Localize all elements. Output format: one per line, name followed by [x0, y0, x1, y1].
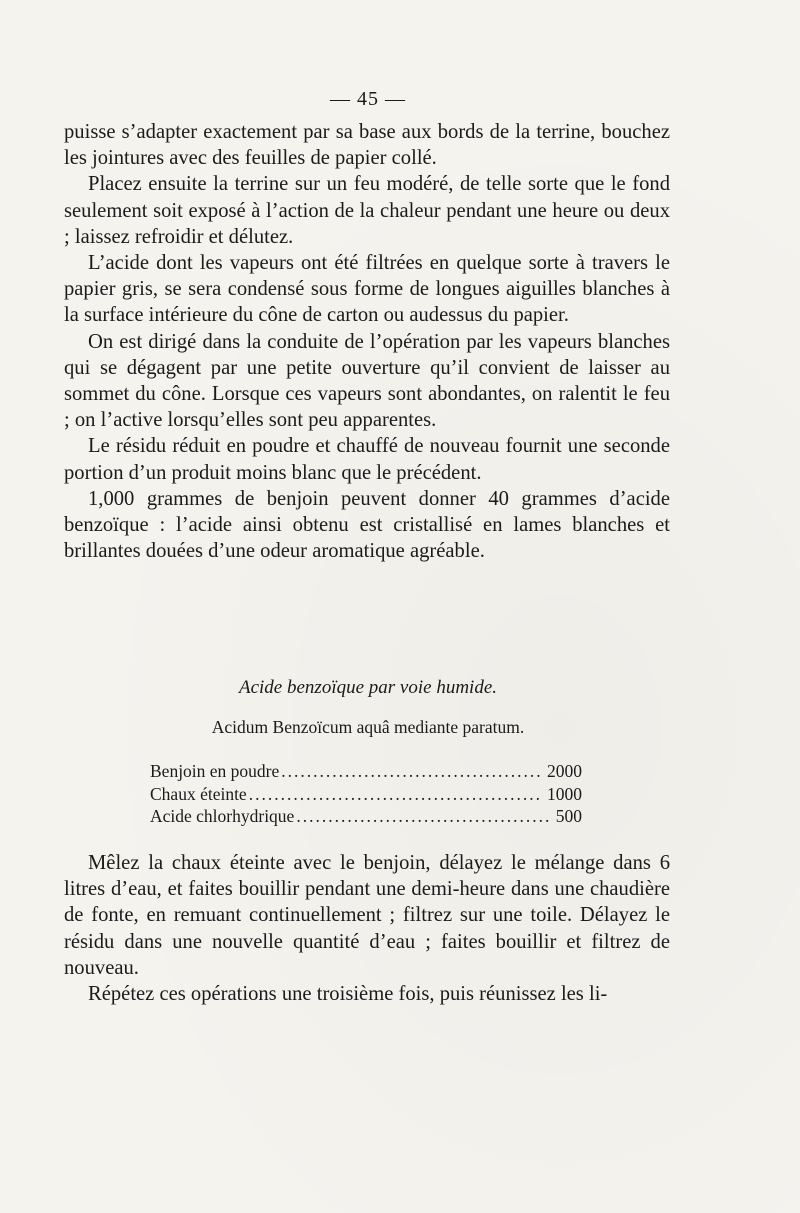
paragraph-1: puisse s’adapter exactement par sa base aux bords de la terrine, bouchez les jointures avec des feuilles de papier collé.: [64, 121, 670, 170]
paragraph-6: 1,000 grammes de benjoin peuvent donner 40 grammes d’acide benzoïque : l’acide ainsi obtenu est cristallisé en lames blanches et brillantes douées d’une odeur aromatique agréable.: [64, 487, 670, 563]
paragraph-3: L’acide dont les vapeurs ont été filtrées en quelque sorte à travers le papier gris, se sera condensé sous forme de longues aiguilles blanches à la surface intérieure du cône de carton ou audessus du papier.: [64, 252, 670, 327]
paragraph-7: Mêlez la chaux éteinte avec le benjoin, délayez le mélange dans 6 litres d’eau, et faites bouillir pendant une demi-heure dans une chaudière de fonte, en remuant continuellement ; filtrez sur une toile. Délayez le résidu dans une nouvelle quantité d’eau ; faites bouillir et filtrez de nouveau.: [64, 852, 670, 979]
latin-subtitle: Acidum Benzoïcum aquâ mediante paratum.: [211, 717, 525, 737]
dot-leader: [296, 805, 551, 828]
body-text-top: [64, 119, 670, 564]
recipe-row: [150, 805, 582, 828]
dot-leader: [281, 760, 543, 783]
section-title: Acide benzoïque par voie humide.: [238, 677, 497, 698]
ingredient-quantity: 1000: [547, 783, 582, 804]
ingredient-name: Benjoin en poudre: [150, 761, 280, 781]
recipe-row: [150, 783, 582, 806]
ingredient-name: Acide chlorhydrique: [150, 806, 295, 826]
body-text-bottom: [64, 850, 670, 1007]
ingredient-name: Chaux éteinte: [150, 783, 247, 804]
dot-leader: [249, 783, 543, 806]
recipe-list: [150, 760, 582, 828]
paragraph-5: Le résidu réduit en poudre et chauffé de nouveau fournit une seconde portion d’un produit moins blanc que le précédent.: [64, 435, 670, 484]
paragraph-4: On est dirigé dans la conduite de l’opération par les vapeurs blanches qui se dégagent par une petite ouverture qu’il convient de laisser au sommet du cône. Lorsque ces vapeurs sont abondantes, on ralentit le feu ; on l’active lorsqu’elles sont peu apparentes.: [64, 330, 670, 432]
ingredient-quantity: 500: [555, 806, 582, 826]
page-number: — 45 —: [330, 88, 406, 110]
paragraph-2: Placez ensuite la terrine sur un feu modéré, de telle sorte que le fond seulement soit exposé à l’action de la chaleur pendant une heure ou deux ; laissez refroidir et délutez.: [64, 173, 670, 248]
recipe-row: [150, 760, 582, 783]
paragraph-8: Répétez ces opérations une troisième fois, puis réunissez les li-: [88, 983, 608, 1006]
ingredient-quantity: 2000: [547, 761, 582, 781]
